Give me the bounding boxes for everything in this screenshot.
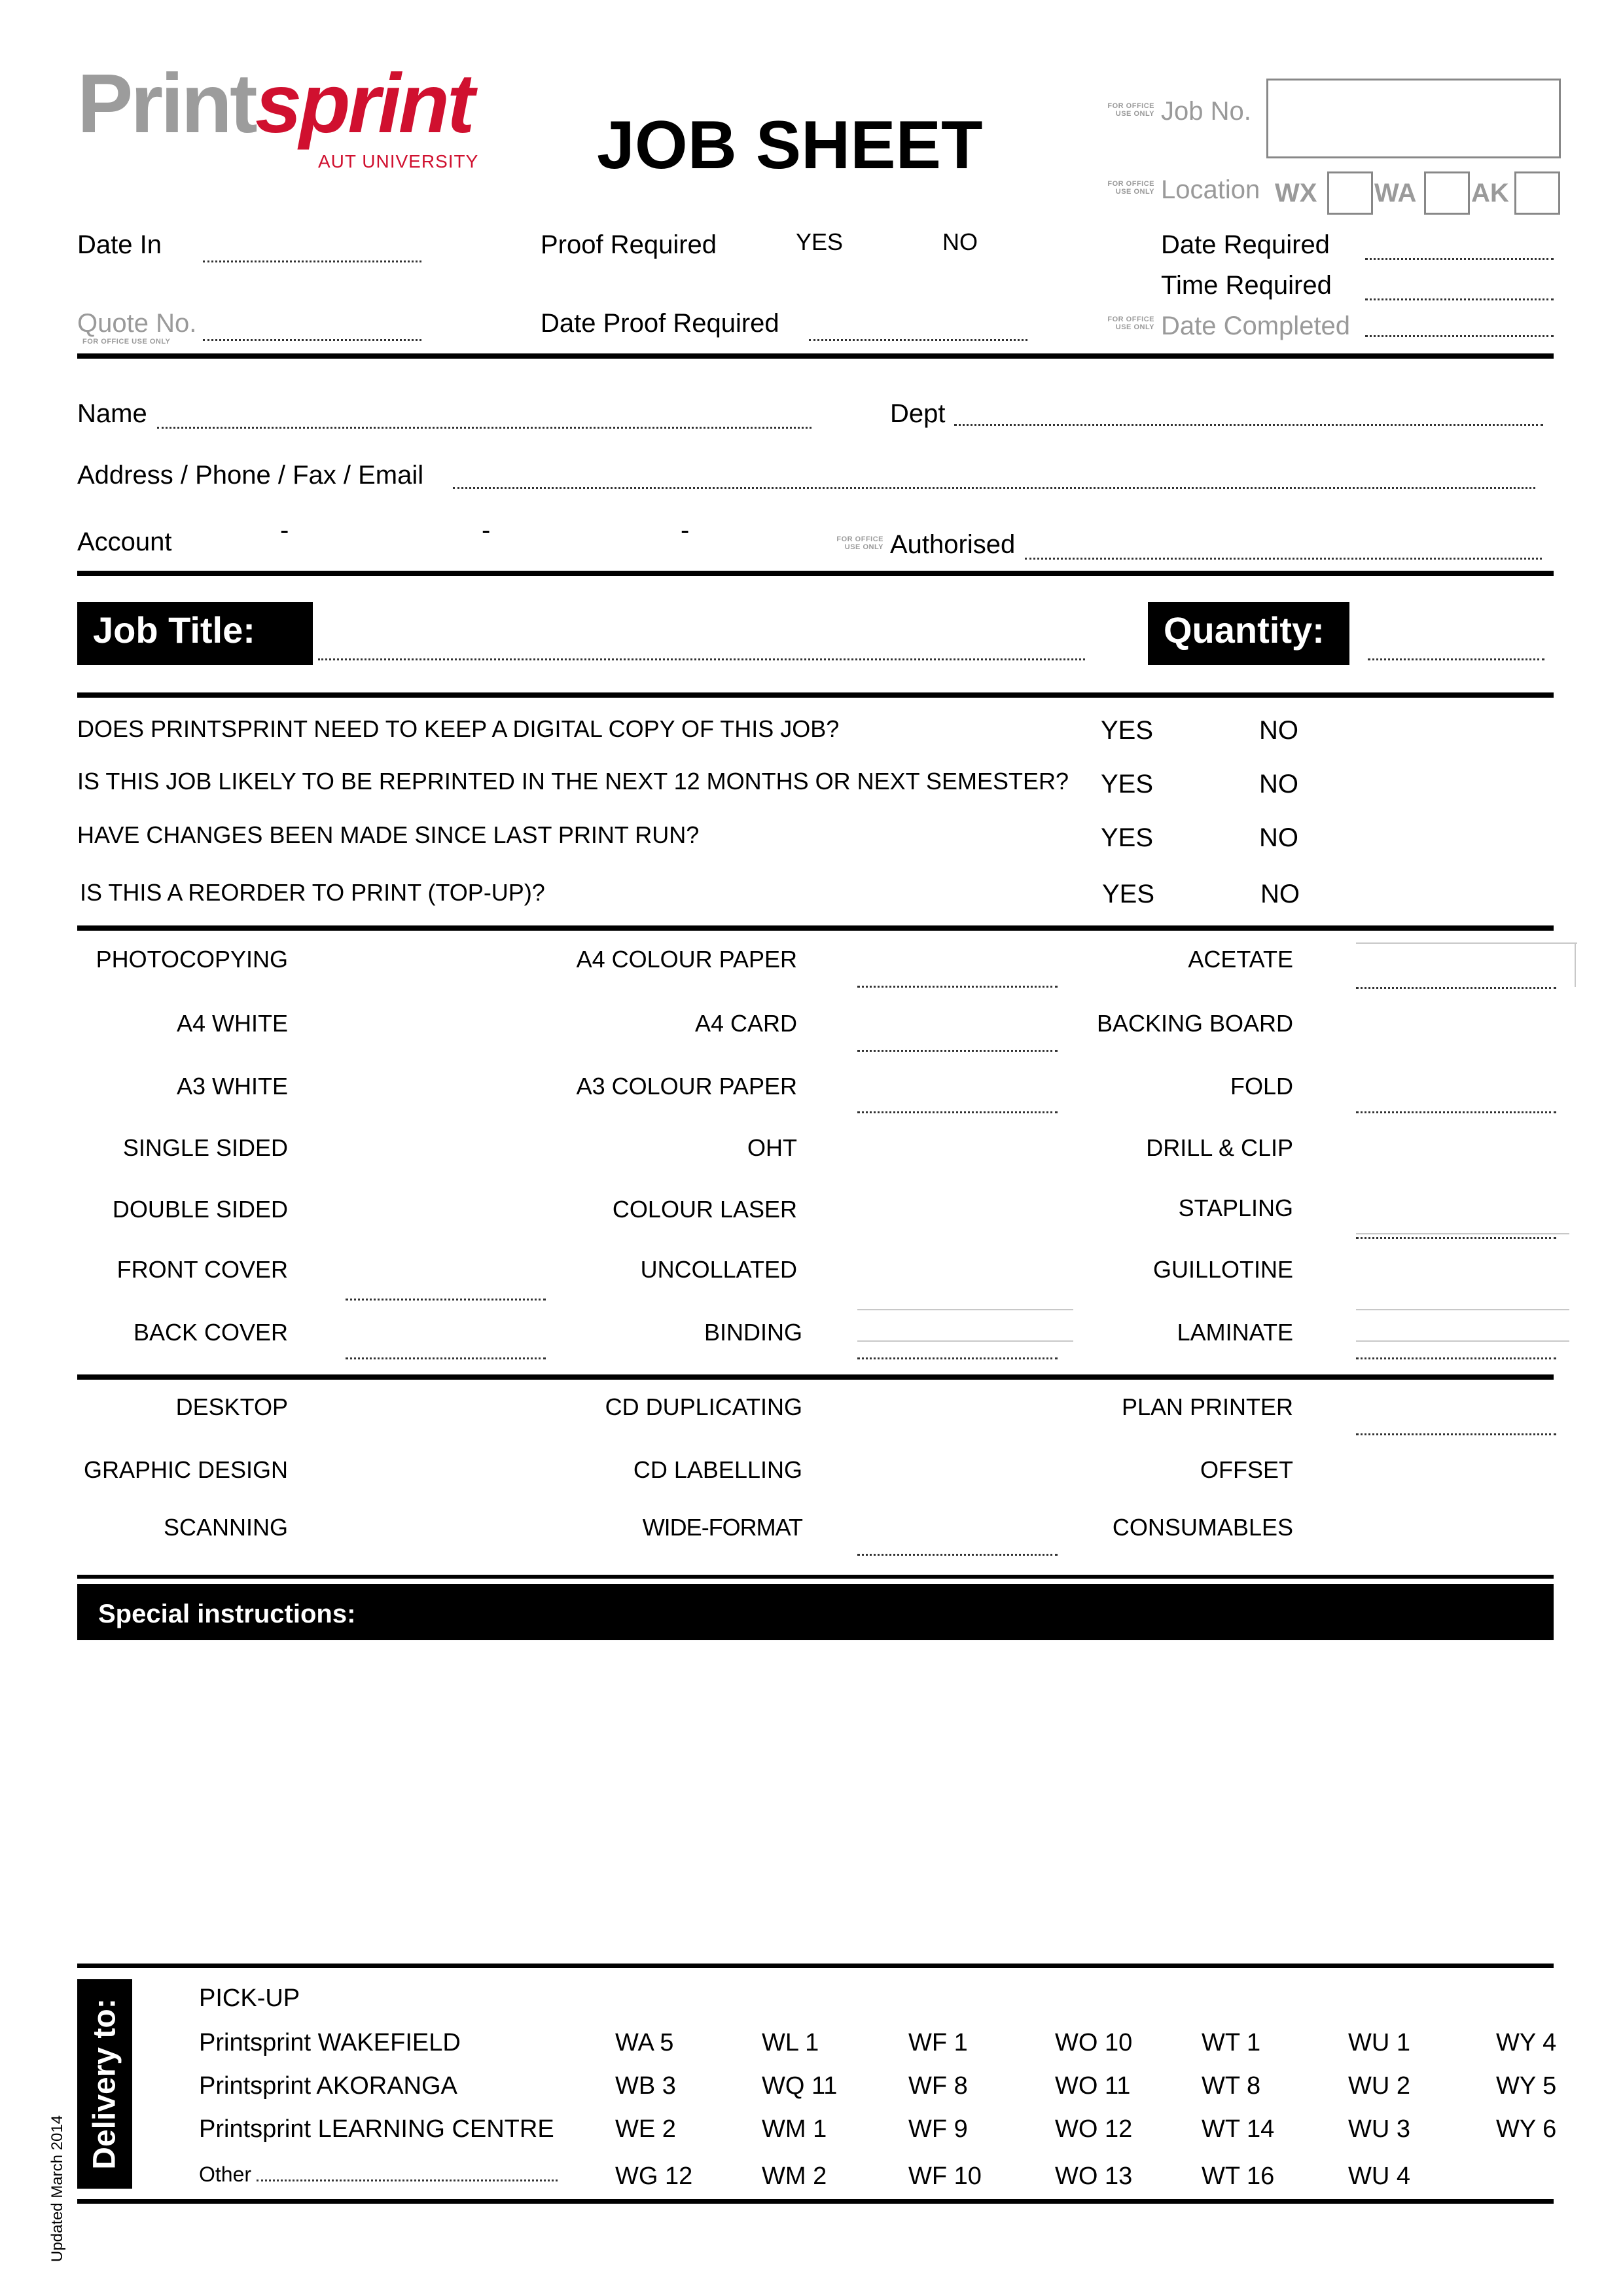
office-use-note: FOR OFFICE USE ONLY (836, 535, 883, 551)
proof-no-option[interactable]: NO (942, 228, 978, 255)
delivery-code[interactable]: WY 5 (1496, 2072, 1557, 2100)
delivery-code[interactable]: WY 4 (1496, 2029, 1557, 2056)
front-cover-field[interactable] (346, 1299, 546, 1300)
acetate-field[interactable] (1356, 987, 1556, 989)
pickup-label: PICK-UP (199, 1984, 300, 2012)
delivery-code[interactable]: WY 6 (1496, 2115, 1557, 2143)
acetate-box-edge (1575, 942, 1576, 987)
service-wide-format: WIDE-FORMAT (642, 1514, 802, 1541)
wide-format-field[interactable] (857, 1554, 1058, 1556)
delivery-code[interactable]: WU 3 (1348, 2115, 1410, 2143)
location-wa-label: WA (1374, 179, 1417, 207)
option-colour-laser: COLOUR LASER (612, 1196, 797, 1223)
dept-label: Dept (890, 399, 946, 428)
option-backing-board: BACKING BOARD (1096, 1010, 1293, 1037)
account-label: Account (77, 528, 172, 556)
section-divider (77, 1374, 1554, 1380)
delivery-code[interactable]: WF 1 (908, 2029, 968, 2056)
option-a3-white: A3 WHITE (176, 1073, 288, 1100)
option-binding: BINDING (704, 1319, 802, 1346)
time-required-field[interactable] (1365, 298, 1554, 300)
plan-printer-field[interactable] (1356, 1433, 1556, 1435)
answer-no[interactable]: NO (1260, 880, 1300, 908)
job-title-heading: Job Title: (77, 602, 313, 665)
service-scanning: SCANNING (163, 1514, 288, 1541)
time-required-label: Time Required (1161, 271, 1332, 300)
date-completed-label: Date Completed (1161, 312, 1351, 340)
delivery-code[interactable]: WQ 11 (762, 2072, 838, 2100)
answer-no[interactable]: NO (1259, 823, 1298, 852)
quantity-heading: Quantity: (1148, 602, 1349, 665)
office-use-note: FOR OFFICE USE ONLY (1107, 102, 1154, 118)
stapling-line (1356, 1233, 1569, 1234)
option-stapling: STAPLING (1178, 1194, 1293, 1221)
job-no-label: Job No. (1161, 97, 1251, 126)
office-use-note: FOR OFFICE USE ONLY (82, 338, 171, 346)
logo-subtitle: AUT UNIVERSITY (318, 151, 479, 171)
special-instructions-heading: Special instructions: (77, 1584, 1554, 1640)
option-a4-colour-paper: A4 COLOUR PAPER (576, 946, 797, 973)
section-divider (77, 692, 1554, 698)
date-proof-required-label: Date Proof Required (541, 309, 779, 338)
option-fold: FOLD (1230, 1073, 1293, 1100)
delivery-code[interactable]: WF 8 (908, 2072, 968, 2100)
delivery-code[interactable]: WG 12 (615, 2162, 693, 2190)
acetate-line (1356, 942, 1577, 944)
option-back-cover: BACK COVER (133, 1319, 288, 1346)
a3-colour-paper-field[interactable] (857, 1111, 1058, 1113)
delivery-code[interactable]: WA 5 (615, 2029, 674, 2056)
binding-field[interactable] (857, 1357, 1058, 1359)
option-acetate: ACETATE (1188, 946, 1293, 973)
section-divider (77, 571, 1554, 576)
name-field[interactable] (157, 427, 812, 429)
delivery-other-field[interactable] (257, 2179, 558, 2181)
answer-yes[interactable]: YES (1102, 880, 1155, 908)
printsprint-logo (77, 57, 496, 173)
service-graphic-design: GRAPHIC DESIGN (83, 1456, 288, 1483)
delivery-location-akoranga: Printsprint AKORANGA (199, 2072, 457, 2100)
delivery-code[interactable]: WM 1 (762, 2115, 827, 2143)
location-wa-checkbox[interactable] (1424, 171, 1470, 215)
service-desktop: DESKTOP (175, 1393, 288, 1420)
delivery-location-wakefield: Printsprint WAKEFIELD (199, 2029, 461, 2056)
service-cd-duplicating: CD DUPLICATING (605, 1393, 802, 1420)
answer-yes[interactable]: YES (1101, 770, 1154, 798)
job-no-input[interactable] (1266, 79, 1561, 158)
updated-note: Updated March 2014 (48, 2115, 66, 2263)
authorised-label: Authorised (890, 530, 1016, 559)
laminate-field[interactable] (1356, 1357, 1556, 1359)
delivery-code[interactable]: WT 8 (1202, 2072, 1261, 2100)
location-ak-checkbox[interactable] (1514, 171, 1560, 215)
question-changes: HAVE CHANGES BEEN MADE SINCE LAST PRINT RUN? (77, 821, 700, 848)
dept-field[interactable] (954, 424, 1543, 426)
account-separator: - (482, 516, 491, 545)
office-use-note: FOR OFFICE USE ONLY (1107, 180, 1154, 196)
stapling-field[interactable] (1356, 1237, 1556, 1239)
section-divider (77, 925, 1554, 931)
page-title: JOB SHEET (597, 107, 983, 183)
option-double-sided: DOUBLE SIDED (112, 1196, 288, 1223)
logo-text-sprint: sprint (255, 57, 473, 151)
answer-yes[interactable]: YES (1101, 716, 1154, 745)
service-plan-printer: PLAN PRINTER (1121, 1393, 1293, 1420)
fold-field[interactable] (1356, 1111, 1556, 1113)
location-wx-checkbox[interactable] (1327, 171, 1373, 215)
date-required-label: Date Required (1161, 230, 1330, 259)
option-a3-colour-paper: A3 COLOUR PAPER (576, 1073, 797, 1100)
service-offset: OFFSET (1200, 1456, 1293, 1483)
option-uncollated: UNCOLLATED (640, 1256, 797, 1283)
option-a4-card: A4 CARD (694, 1010, 797, 1037)
authorised-field[interactable] (1025, 558, 1542, 560)
address-label: Address / Phone / Fax / Email (77, 461, 424, 490)
delivery-code[interactable]: WF 10 (908, 2162, 982, 2190)
delivery-code[interactable]: WU 1 (1348, 2029, 1410, 2056)
service-cd-labelling: CD LABELLING (633, 1456, 802, 1483)
section-divider (77, 2199, 1554, 2204)
delivery-code[interactable]: WE 2 (615, 2115, 676, 2143)
delivery-code[interactable]: WB 3 (615, 2072, 676, 2100)
quote-no-field[interactable] (203, 339, 421, 341)
quantity-field[interactable] (1368, 658, 1544, 660)
question-digital-copy: DOES PRINTSPRINT NEED TO KEEP A DIGITAL COPY OF THIS JOB? (77, 715, 840, 742)
special-instructions-area[interactable] (77, 1643, 1554, 1957)
a4-colour-paper-field[interactable] (857, 986, 1058, 988)
uncollated-line (857, 1309, 1073, 1310)
answer-no[interactable]: NO (1259, 770, 1298, 798)
date-in-label: Date In (77, 230, 162, 259)
option-photocopying: PHOTOCOPYING (96, 946, 288, 973)
delivery-code[interactable]: WU 4 (1348, 2162, 1410, 2190)
proof-required-label: Proof Required (541, 230, 717, 259)
back-cover-field[interactable] (346, 1357, 546, 1359)
delivery-code[interactable]: WT 16 (1202, 2162, 1275, 2190)
section-divider (77, 353, 1554, 359)
delivery-code[interactable]: WT 1 (1202, 2029, 1261, 2056)
guillotine-line (1356, 1309, 1569, 1310)
date-proof-required-field[interactable] (809, 339, 1027, 341)
option-guillotine: GUILLOTINE (1152, 1256, 1293, 1283)
option-oht: OHT (747, 1134, 797, 1161)
delivery-code[interactable]: WU 2 (1348, 2072, 1410, 2100)
a4-card-field[interactable] (857, 1050, 1058, 1052)
date-completed-field[interactable] (1365, 335, 1554, 337)
logo-text-print: Print (77, 57, 255, 151)
option-laminate: LAMINATE (1177, 1319, 1293, 1346)
location-ak-label: AK (1471, 179, 1509, 207)
delivery-code[interactable]: WT 14 (1202, 2115, 1275, 2143)
proof-yes-option[interactable]: YES (796, 228, 844, 255)
answer-no[interactable]: NO (1259, 716, 1298, 745)
delivery-location-other: Other (199, 2162, 252, 2186)
option-front-cover: FRONT COVER (116, 1256, 288, 1283)
delivery-code[interactable]: WM 2 (762, 2162, 827, 2190)
delivery-code[interactable]: WO 10 (1055, 2029, 1133, 2056)
quote-no-label: Quote No. (77, 309, 197, 338)
date-in-field[interactable] (203, 260, 421, 262)
delivery-location-learning-centre: Printsprint LEARNING CENTRE (199, 2115, 554, 2143)
name-label: Name (77, 399, 147, 428)
account-separator: - (280, 516, 289, 545)
location-wx-label: WX (1275, 179, 1317, 207)
delivery-code[interactable]: WO 11 (1055, 2072, 1131, 2100)
option-drill-clip: DRILL & CLIP (1146, 1134, 1293, 1161)
question-reorder: IS THIS A REORDER TO PRINT (TOP-UP)? (80, 879, 545, 906)
answer-yes[interactable]: YES (1101, 823, 1154, 852)
delivery-code[interactable]: WO 12 (1055, 2115, 1133, 2143)
section-divider (77, 1575, 1554, 1579)
location-label: Location (1161, 175, 1260, 204)
delivery-heading-text: Delivery to: (87, 1998, 122, 2170)
service-consumables: CONSUMABLES (1112, 1514, 1293, 1541)
delivery-code[interactable]: WF 9 (908, 2115, 968, 2143)
option-single-sided: SINGLE SIDED (122, 1134, 288, 1161)
section-divider (77, 1964, 1554, 1968)
option-a4-white: A4 WHITE (176, 1010, 288, 1037)
date-required-field[interactable] (1365, 258, 1554, 260)
address-field[interactable] (453, 487, 1535, 489)
office-use-note: FOR OFFICE USE ONLY (1107, 315, 1154, 331)
delivery-code[interactable]: WO 13 (1055, 2162, 1133, 2190)
delivery-code[interactable]: WL 1 (762, 2029, 819, 2056)
job-title-field[interactable] (318, 658, 1085, 660)
account-separator: - (681, 516, 690, 545)
laminate-line (1356, 1340, 1569, 1342)
question-reprint: IS THIS JOB LIKELY TO BE REPRINTED IN THE NEXT 12 MONTHS OR NEXT SEMESTER? (77, 768, 1069, 795)
